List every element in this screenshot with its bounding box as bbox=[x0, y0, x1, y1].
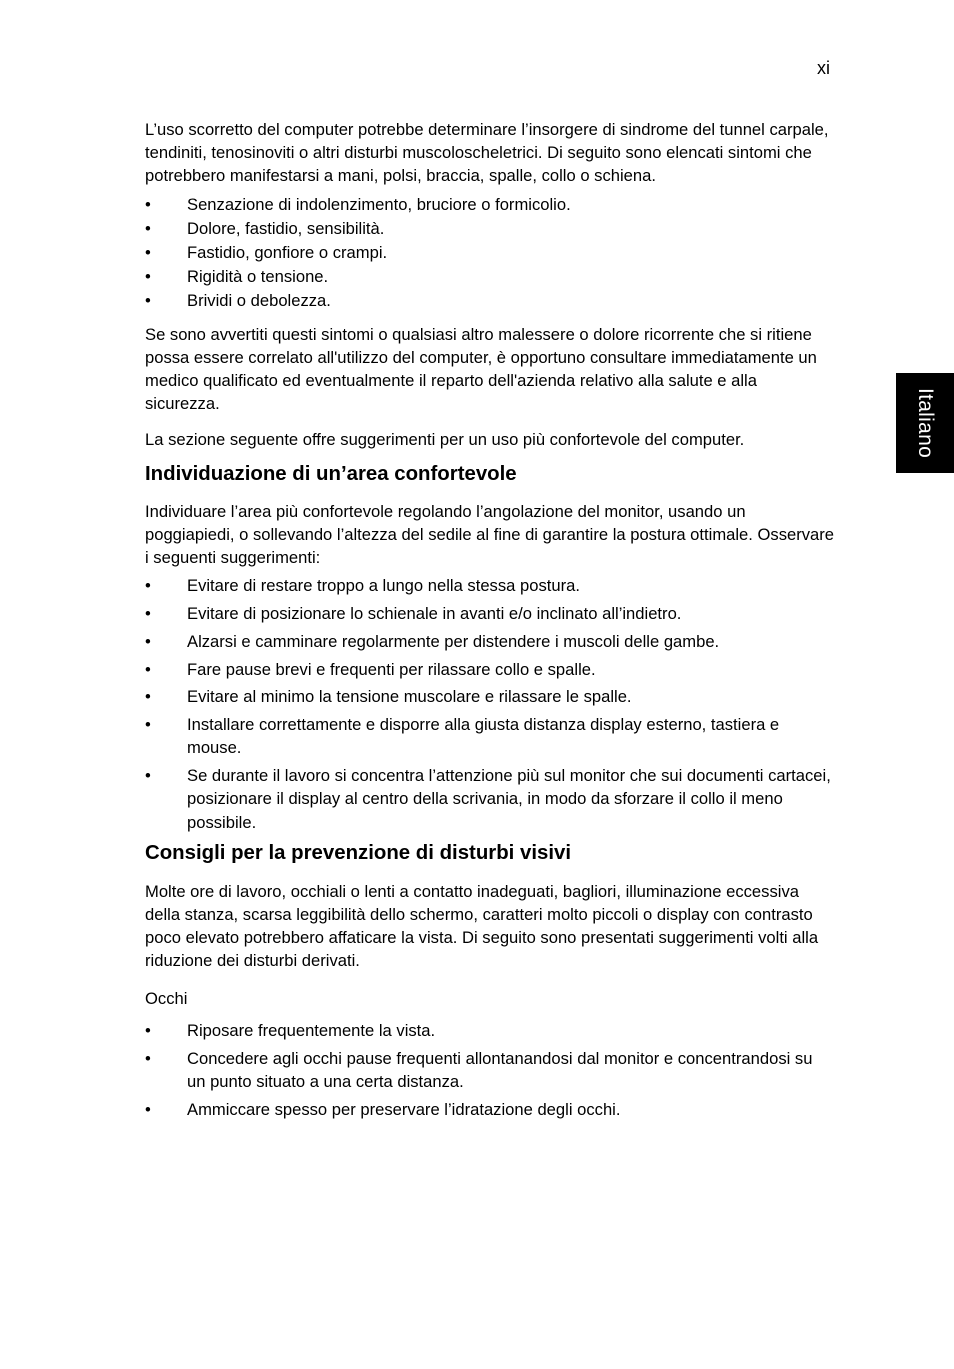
page-number: xi bbox=[817, 58, 830, 78]
bullet-icon: • bbox=[145, 267, 151, 287]
bullet-icon: • bbox=[145, 243, 151, 263]
next-section-note: La sezione seguente offre suggerimenti per un uso più confortevole del computer. bbox=[145, 430, 745, 450]
bullet-icon: • bbox=[145, 576, 151, 596]
language-tab-label: Italiano bbox=[914, 387, 937, 459]
bullet-icon: • bbox=[145, 218, 151, 238]
comfort-heading: Individuazione di un’area confortevole bbox=[145, 462, 517, 485]
bullet-icon: • bbox=[145, 1099, 151, 1119]
bullet-icon: • bbox=[145, 1048, 151, 1068]
list-item: • Ammiccare spesso per preservare l’idratazione degli occhi. bbox=[145, 1098, 835, 1121]
list-item: • Installare correttamente e disporre alla giusta distanza display esterno, tastiera e mouse. bbox=[145, 715, 780, 758]
bullet-icon: • bbox=[145, 659, 151, 679]
intro-paragraph: L’uso scorretto del computer potrebbe determinare l’insorgere di sindrome del tunnel carpale, tendiniti, tenosinoviti o altri disturbi muscoloscheletrici. Di seguito sono elencati sintomi che potrebbero manifestarsi a mani, polsi, braccia, spalle, collo o schiena. bbox=[145, 120, 829, 186]
list-item: • Dolore, fastidio, sensibilità. bbox=[145, 217, 835, 240]
eyes-subheading: Occhi bbox=[145, 988, 188, 1008]
bullet-icon: • bbox=[145, 715, 151, 735]
page-content bbox=[145, 118, 835, 1125]
bullet-icon: • bbox=[145, 631, 151, 651]
advice-paragraph: Se sono avvertiti questi sintomi o qualsiasi altro malessere o dolore ricorrente che si ritiene possa essere correlato all'utilizzo del computer, è opportuno consultare immediatamente un medico qualificato ed eventualmente il reparto dell'azienda relativo alla salute e alla sicurezza. bbox=[145, 324, 817, 414]
language-tab bbox=[896, 373, 954, 473]
eyes-tips-list bbox=[145, 1019, 835, 1121]
bullet-icon: • bbox=[145, 766, 151, 786]
comfort-paragraph: Individuare l’area più confortevole regolando l’angolazione del monitor, usando un poggiapiedi, o sollevando l’altezza del sedile al fine di garantire la postura ottimale. Osservare i seguenti suggerimenti: bbox=[145, 501, 835, 568]
list-item: • Brividi o debolezza. bbox=[145, 289, 835, 312]
symptoms-list bbox=[145, 193, 835, 313]
list-item: • Rigidità o tensione. bbox=[145, 265, 835, 288]
list-item: • Riposare frequentemente la vista. bbox=[145, 1019, 835, 1042]
bullet-icon: • bbox=[145, 1020, 151, 1040]
list-item: • Fastidio, gonfiore o crampi. bbox=[145, 241, 835, 264]
vision-paragraph: Molte ore di lavoro, occhiali o lenti a contatto inadeguati, bagliori, illuminazione eccessiva della stanza, scarsa leggibilità dello schermo, caratteri molto piccoli o display con contrasto poco elevato potrebbero affaticare la vista. Di seguito sono presentati suggerimenti volti alla riduzione dei disturbi derivati. bbox=[145, 881, 819, 971]
bullet-icon: • bbox=[145, 604, 151, 624]
list-item: • Evitare di posizionare lo schienale in avanti e/o inclinato all’indietro. bbox=[145, 602, 835, 625]
list-item: • Se durante il lavoro si concentra l’attenzione più sul monitor che sui documenti cartacei, posizionare il display al centro della scrivania, in modo da sforzare il collo il meno possibile. bbox=[145, 766, 831, 832]
list-item: • Concedere agli occhi pause frequenti allontanandosi dal monitor e concentrandosi su un punto situato a una certa distanza. bbox=[145, 1048, 813, 1091]
comfort-tips-list bbox=[145, 574, 835, 834]
list-item: • Alzarsi e camminare regolarmente per distendere i muscoli delle gambe. bbox=[145, 630, 835, 653]
list-item: • Evitare di restare troppo a lungo nella stessa postura. bbox=[145, 574, 835, 597]
list-item: • Evitare al minimo la tensione muscolare e rilassare le spalle. bbox=[145, 685, 835, 708]
vision-heading: Consigli per la prevenzione di disturbi visivi bbox=[145, 841, 572, 864]
bullet-icon: • bbox=[145, 687, 151, 707]
bullet-icon: • bbox=[145, 291, 151, 311]
list-item: • Fare pause brevi e frequenti per rilassare collo e spalle. bbox=[145, 658, 835, 681]
list-item: • Senzazione di indolenzimento, bruciore o formicolio. bbox=[145, 193, 835, 216]
bullet-icon: • bbox=[145, 194, 151, 214]
